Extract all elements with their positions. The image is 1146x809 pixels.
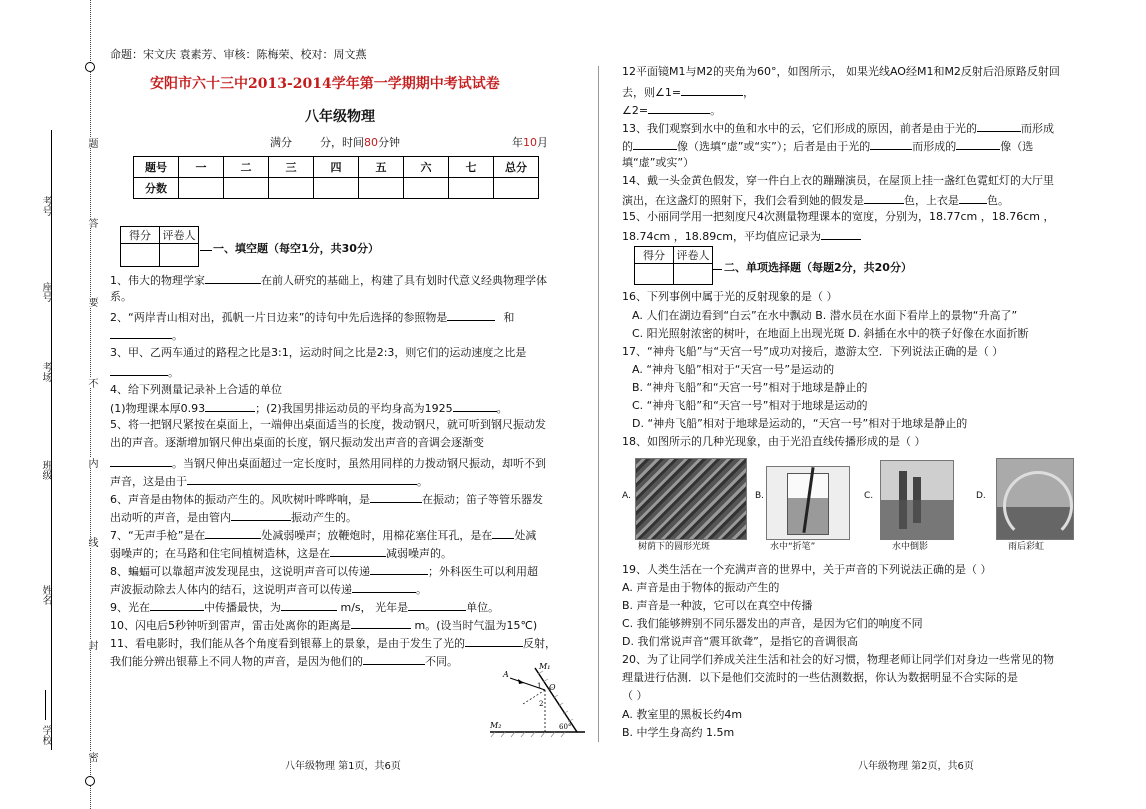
answer-blank[interactable] xyxy=(959,192,987,204)
exam-authors: 命题：宋文庆 袁素芳、审核：陈梅荣、校对：周文燕 xyxy=(110,48,367,61)
answer-blank[interactable] xyxy=(205,527,261,539)
question-line: 演出，在这盏灯的照射下，我们会看到她的假发是 色，上衣是 色。 xyxy=(622,194,1009,207)
answer-blank[interactable] xyxy=(351,617,411,629)
photo-caption-c: 水中倒影 xyxy=(892,542,929,552)
question-line: 填“虚”或实”） xyxy=(622,156,695,169)
answer-blank[interactable] xyxy=(330,545,386,557)
label-class: 班级 xyxy=(40,460,51,480)
full-score-blank[interactable] xyxy=(292,135,320,146)
question-line: 9、光在 中传播最快，为 m/s， 光年是 单位。 xyxy=(110,601,500,614)
score-input-cell[interactable] xyxy=(359,178,404,199)
score-table-cell: 题号 xyxy=(134,157,179,178)
photo-caption-a: 树荫下的圆形光斑 xyxy=(638,542,711,552)
question-line: 弱噪声的；在马路和住宅间植树造林，这是在 减弱噪声的。 xyxy=(110,547,452,560)
score-table-cell: 分数 xyxy=(134,178,179,199)
photo-letter-b: B. xyxy=(755,491,765,501)
mirror-figure xyxy=(475,662,590,742)
question-line: 系。 xyxy=(110,290,132,303)
score-input-cell[interactable] xyxy=(449,178,494,199)
question-line: 16、下列事例中属于光的反射现象的是（ ） xyxy=(622,290,838,303)
label-1: 1 xyxy=(537,682,542,690)
score-table-score-row xyxy=(134,178,539,199)
score-input-cell[interactable] xyxy=(179,178,224,199)
answer-blank[interactable] xyxy=(352,581,416,593)
label-room: 考场 xyxy=(40,362,51,382)
option-line: D. 我们常说声音“震耳欲聋”，是指它的音调很高 xyxy=(622,635,858,648)
binding-dotted-line xyxy=(90,0,91,809)
seal-char: 线 xyxy=(86,537,97,547)
info-minutes: 分钟 xyxy=(378,136,400,149)
grader-score-cell[interactable] xyxy=(635,264,674,285)
answer-blank[interactable] xyxy=(231,509,291,521)
answer-blank[interactable] xyxy=(492,527,514,539)
label-seat: 座号 xyxy=(40,282,51,302)
info-month-suffix: 月 xyxy=(537,136,548,149)
question-line: 我们能分辨出银幕上不同人物的声音，是因为他们的 不同。 xyxy=(110,655,458,668)
exam-info xyxy=(270,135,548,150)
grader-reviewer-cell[interactable] xyxy=(160,244,199,267)
seal-char: 密 xyxy=(86,752,97,762)
info-full: 满分 xyxy=(270,136,292,149)
question-line: 。 xyxy=(110,364,179,380)
option-line: D. “神舟飞船”相对于地球是运动的，“天宫一号”相对于地球是静止的 xyxy=(632,417,968,430)
section2-rule xyxy=(712,269,722,270)
question-line: 4、给下列测量记录补上合适的单位 xyxy=(110,383,282,396)
answer-blank[interactable] xyxy=(648,102,710,114)
photo-letter-c: C. xyxy=(864,491,874,501)
question-line: （ ） xyxy=(622,689,648,702)
question-line: 2、“两岸青山相对出，孤帆一片日边来”的诗句中先后选择的参照物是 和 xyxy=(110,311,515,324)
question-line: 理量进行估测．以下是他们交流时的一些估测数据，你认为数据明显不合实际的是 xyxy=(622,671,1018,684)
question-line: 声波振动除去人体内的结石，这说明声音可以传递 。 xyxy=(110,583,427,596)
question-line: 11、看电影时，我们能从各个角度看到银幕上的景象，是由于发生了光的 反射， xyxy=(110,637,556,650)
question-line: 。当钢尺伸出桌面超过一定长度时，虽然用同样的力拨动钢尺振动，却听不到 xyxy=(110,455,546,471)
school-blank xyxy=(45,690,46,720)
photo-water-reflection xyxy=(880,460,954,540)
score-table-cell: 七 xyxy=(449,157,494,178)
footer-right: 八年级物理 第2页，共6页 xyxy=(858,761,974,772)
label-2: 2 xyxy=(539,700,544,708)
photo-letter-d: D. xyxy=(976,491,986,501)
option-line: C. 阳光照射浓密的树叶，在地面上出现光斑 D. 斜插在水中的筷子好像在水面折断 xyxy=(632,327,1029,340)
seal-char: 答 xyxy=(86,218,97,228)
answer-blank[interactable] xyxy=(150,599,204,611)
answer-blank[interactable] xyxy=(977,120,1021,132)
seal-char: 不 xyxy=(86,378,97,388)
question-line: 19、人类生活在一个充满声音的世界中，关于声音的下列说法正确的是（ ） xyxy=(622,563,992,576)
question-line: 17、“神舟飞船”与“天宫一号”成功对接后，遨游太空．下列说法正确的是（ ） xyxy=(622,345,1004,358)
label-angle: 60° xyxy=(559,723,572,731)
score-table-header-row xyxy=(134,157,539,178)
score-table-cell: 二 xyxy=(224,157,269,178)
question-line: ∠2= 。 xyxy=(622,104,722,117)
question-line: 13、我们观察到水中的鱼和水中的云，它们形成的原因，前者是由于光的 而形成 xyxy=(622,122,1054,135)
answer-blank[interactable] xyxy=(110,327,172,339)
option-line: B. “神舟飞船”和“天宫一号”相对于地球是静止的 xyxy=(632,381,868,394)
grader-score-label: 得分 xyxy=(635,247,674,264)
answer-blank[interactable] xyxy=(110,364,168,376)
grader-box-section1 xyxy=(120,226,199,267)
answer-blank[interactable] xyxy=(681,84,743,96)
question-line: 1、伟大的物理学家 在前人研究的基础上，构建了具有划时代意义经典物理学体 xyxy=(110,274,547,287)
answer-blank[interactable] xyxy=(370,563,428,575)
exam-subject: 八年级物理 xyxy=(305,109,375,125)
binding-solid-line xyxy=(51,130,52,750)
question-line: 出动听的声音，是由管内 振动产生的。 xyxy=(110,511,357,524)
question-line: 15、小丽同学用一把刻度尺4次测量物理课本的宽度，分别为，18.77cm ，18.76cm ， xyxy=(622,210,1055,223)
option-line: A. 教室里的黑板长约4m xyxy=(622,708,743,721)
question-line: 出的声音。逐渐增加钢尺伸出桌面的长度，钢尺振动发出声音的音调会逐渐变 xyxy=(110,436,484,449)
answer-blank[interactable] xyxy=(633,138,677,150)
seal-circle-bottom xyxy=(85,776,95,786)
binding-strip xyxy=(0,0,100,809)
score-table-cell: 三 xyxy=(269,157,314,178)
question-line: 20、为了让同学们养成关注生活和社会的好习惯，物理老师让同学们对身边一些常见的物 xyxy=(622,653,1054,666)
grader-reviewer-label: 评卷人 xyxy=(160,227,199,244)
answer-blank[interactable] xyxy=(864,192,904,204)
option-line: B. 声音是一种波，它可以在真空中传播 xyxy=(622,599,813,612)
answer-blank[interactable] xyxy=(110,455,172,467)
seal-circle-top xyxy=(85,62,95,72)
option-line: C. 我们能够辨别不同乐器发出的声音，是因为它们的响度不同 xyxy=(622,617,923,630)
seal-char: 封 xyxy=(86,640,97,650)
photo-caption-d: 雨后彩虹 xyxy=(1008,542,1045,552)
question-line: 7、“无声手枪”是在 处减弱噪声；放鞭炮时，用棉花塞住耳孔，是在 处减 xyxy=(110,529,537,542)
ray-arrow xyxy=(518,679,524,684)
question-line: 12平面镜M1与M2的夹角为60°，如图所示， 如果光线AO经M1和M2反射后沿原路反射回 xyxy=(622,65,1060,78)
question-line: 的 像（选填“虚”或“实”）；后者是由于光的 而形成的 像（选 xyxy=(622,140,1034,153)
answer-blank[interactable] xyxy=(453,400,497,412)
info-time: 80 xyxy=(364,136,378,149)
answer-blank[interactable] xyxy=(281,599,337,611)
answer-blank[interactable] xyxy=(205,400,255,412)
score-input-cell[interactable] xyxy=(404,178,449,199)
label-school: 学校 xyxy=(40,725,51,745)
section1-rule xyxy=(200,250,212,251)
question-line: 8、蝙蝠可以靠超声波发现昆虫，这说明声音可以传递 ；外科医生可以利用超 xyxy=(110,565,538,578)
label-m2: M₂ xyxy=(490,721,502,730)
score-input-cell[interactable] xyxy=(314,178,359,199)
score-input-cell[interactable] xyxy=(494,178,539,199)
label-a: A xyxy=(503,670,509,679)
grader-reviewer-label: 评卷人 xyxy=(674,247,713,264)
option-line: A. 人们在湖边看到“白云”在水中飘动 B. 潜水员在水面下看岸上的景物“升高了” xyxy=(632,309,1018,322)
seal-char: 要 xyxy=(86,297,97,307)
score-table-cell: 一 xyxy=(179,157,224,178)
photo-rainbow xyxy=(996,458,1074,540)
label-m1: M₁ xyxy=(539,662,551,671)
grader-score-cell[interactable] xyxy=(121,244,160,267)
seal-char: 题 xyxy=(86,138,97,148)
question-line: 声音，这是由于 。 xyxy=(110,475,428,488)
answer-blank[interactable] xyxy=(821,228,861,240)
score-input-cell[interactable] xyxy=(224,178,269,199)
grader-score-label: 得分 xyxy=(121,227,160,244)
photo-letter-a: A. xyxy=(622,491,631,501)
photo-bent-pencil xyxy=(766,466,850,540)
question-line: 18.74cm ，18.89cm，平均值应记录为 xyxy=(622,228,861,244)
info-year: 年 xyxy=(512,136,523,149)
score-table-cell: 四 xyxy=(314,157,359,178)
option-line: A. “神舟飞船”相对于“天宫一号”是运动的 xyxy=(632,363,835,376)
answer-blank[interactable] xyxy=(187,473,417,485)
exam-title: 安阳市六十三中2013-2014学年第一学期期中考试试卷 xyxy=(150,76,500,92)
score-table-cell: 六 xyxy=(404,157,449,178)
question-line: 去，则∠1= ， xyxy=(622,86,755,99)
footer-left: 八年级物理 第1页，共6页 xyxy=(285,761,401,772)
info-month: 10 xyxy=(523,136,537,149)
option-line: C. “神舟飞船”和“天宫一号”相对于地球是运动的 xyxy=(632,399,868,412)
score-table-cell: 总分 xyxy=(494,157,539,178)
answer-blank[interactable] xyxy=(408,599,466,611)
grader-box-section2 xyxy=(634,246,713,285)
score-table xyxy=(133,156,539,199)
question-line: (1)物理课本厚0.93 ；(2)我国男排运动员的平均身高为1925 。 xyxy=(110,402,508,415)
score-table-cell: 五 xyxy=(359,157,404,178)
seal-char: 内 xyxy=(86,458,97,468)
answer-blank[interactable] xyxy=(363,653,425,665)
option-line: A. 声音是由于物体的振动产生的 xyxy=(622,581,780,594)
grader-reviewer-cell[interactable] xyxy=(674,264,713,285)
answer-blank[interactable] xyxy=(465,635,523,647)
photo-caption-b: 水中“折笔” xyxy=(770,542,816,552)
option-line: B. 中学生身高约 1.5m xyxy=(622,726,735,739)
question-line: 5、将一把钢尺紧按在桌面上，一端伸出桌面适当的长度，拨动钢尺，就可听到钢尺振动发 xyxy=(110,418,546,431)
question-line: 18、如图所示的几种光现象，由于光沿直线传播形成的是（ ） xyxy=(622,435,926,448)
answer-blank[interactable] xyxy=(870,138,912,150)
question-line: 6、声音是由物体的振动产生的。风吹树叶哗哗响，是 在振动；笛子等管乐器发 xyxy=(110,493,543,506)
question-line: 14、戴一头金黄色假发，穿一件白上衣的蹦蹦演员，在屋顶上挂一盏红色霓虹灯的大厅里 xyxy=(622,174,1054,187)
answer-blank[interactable] xyxy=(205,272,261,284)
label-name: 姓名 xyxy=(40,585,51,605)
section1-title: 一、填空题（每空1分，共30分） xyxy=(213,242,379,255)
label-o: O xyxy=(549,683,556,692)
info-score: 分，时间 xyxy=(320,136,364,149)
question-line: 10、闪电后5秒钟听到雷声，雷击处离你的距离是 m。(设当时气温为15℃) xyxy=(110,619,538,632)
score-input-cell[interactable] xyxy=(269,178,314,199)
page-divider xyxy=(598,66,599,742)
photo-tree-shadow xyxy=(635,458,747,540)
section2-title: 二、单项选择题（每题2分，共20分） xyxy=(724,261,912,274)
answer-blank[interactable] xyxy=(447,309,495,321)
answer-blank[interactable] xyxy=(370,491,422,503)
question-line: 3、甲、乙两车通过的路程之比是3:1，运动时间之比是2:3，则它们的运动速度之比是 xyxy=(110,346,527,359)
question-line: 。 xyxy=(110,327,183,343)
answer-blank[interactable] xyxy=(956,138,1000,150)
label-exam-no: 考号 xyxy=(40,196,51,216)
